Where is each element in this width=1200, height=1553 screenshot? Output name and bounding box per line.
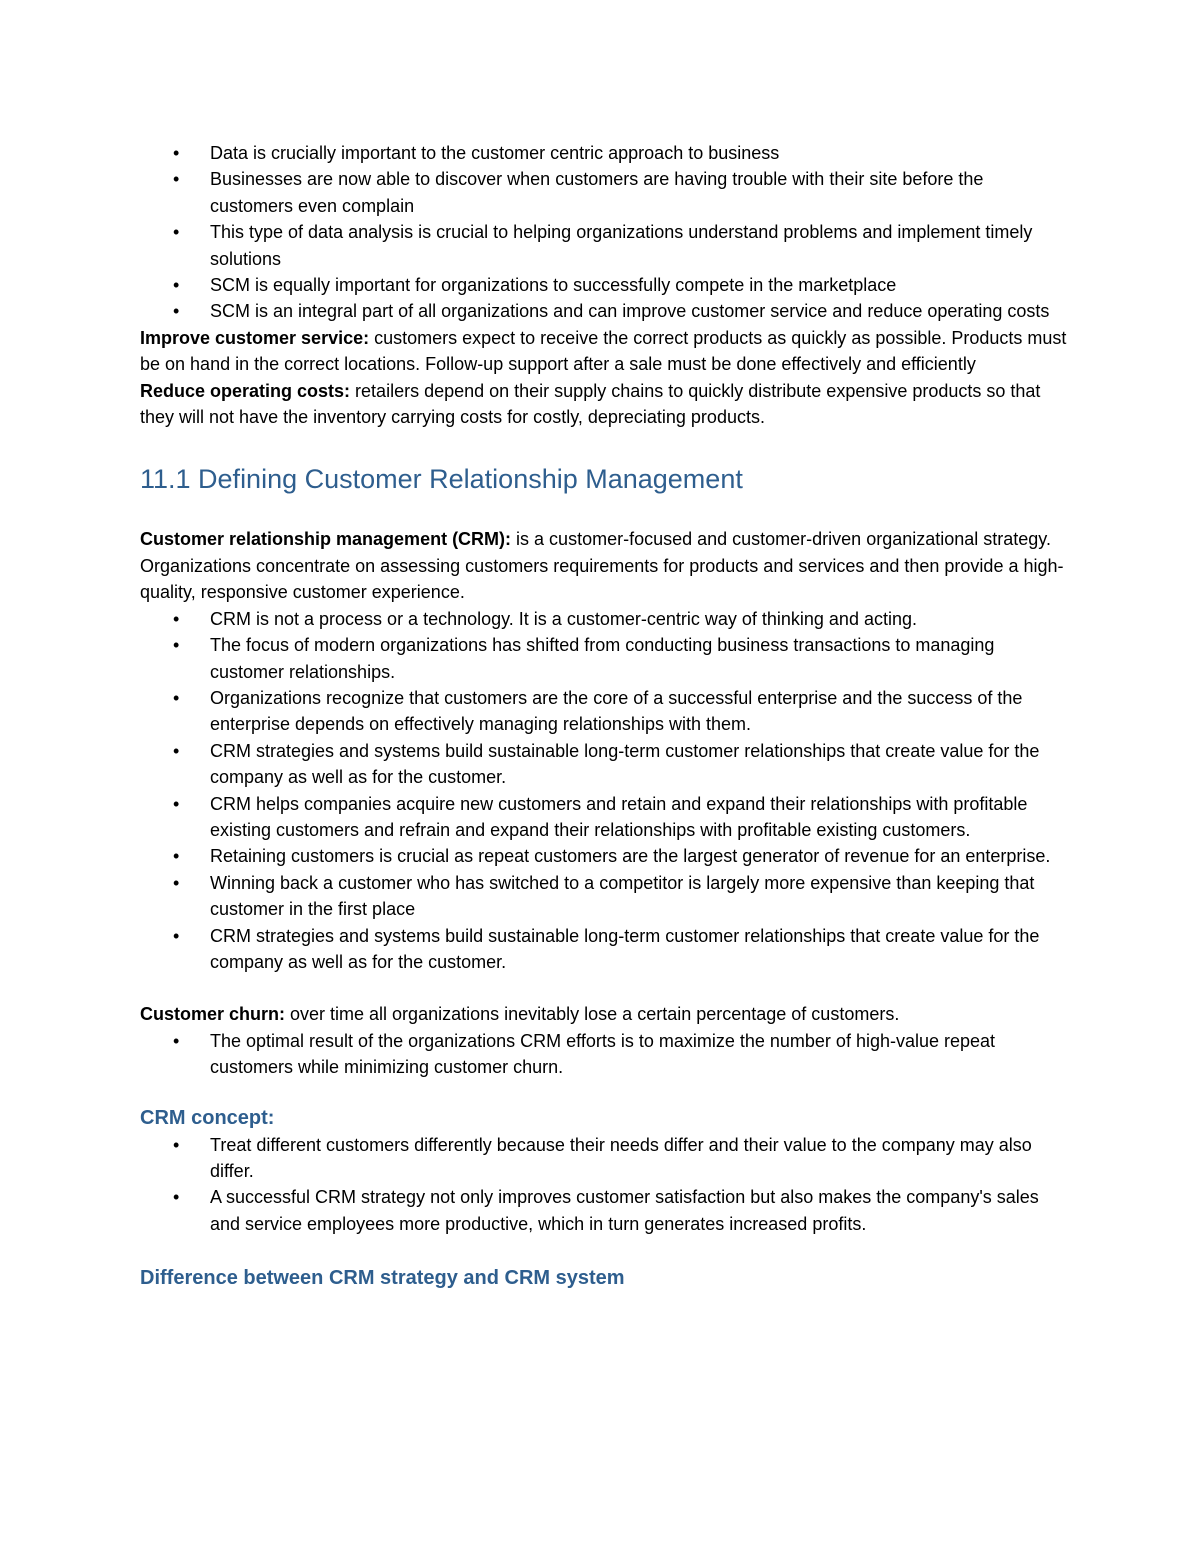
list-item: [140, 1184, 1070, 1237]
difference-heading: Difference between CRM strategy and CRM system: [140, 1267, 625, 1290]
bullet-icon: •: [173, 925, 180, 946]
bullet-icon: •: [173, 687, 180, 708]
churn-paragraph: [140, 1001, 1070, 1027]
crm-bullet-list: [140, 606, 1070, 976]
list-item-text: Businesses are now able to discover when customers are having trouble with their site before the customers even complain: [210, 169, 984, 216]
list-item-text: The optimal result of the organizations CRM efforts is to maximize the number of high-value repeat customers while minimizing customer churn.: [210, 1030, 996, 1078]
churn-bullet-list: [140, 1028, 1070, 1081]
list-item: [140, 140, 1070, 166]
bullet-icon: •: [173, 1187, 180, 1208]
bullet-icon: •: [173, 143, 180, 163]
bullet-icon: •: [173, 1030, 180, 1051]
improve-service-paragraph: [140, 325, 1070, 378]
section-heading: 11.1 Defining Customer Relationship Management: [140, 464, 743, 495]
crm-definition-term: Customer relationship management (CRM):: [140, 529, 512, 550]
list-item-text: Data is crucially important to the customer centric approach to business: [210, 143, 780, 163]
churn-term: Customer churn:: [140, 1004, 286, 1025]
bullet-icon: •: [173, 222, 180, 243]
reduce-costs-term: Reduce operating costs:: [140, 380, 351, 401]
bullet-icon: •: [173, 301, 180, 322]
list-item-text: CRM helps companies acquire new customers and retain and expand their relationships with profitable existing customers and refrain and expand their relationships with profitable existing customers.: [210, 793, 1028, 840]
list-item: [140, 272, 1070, 298]
crm-definition-paragraph: [140, 526, 1070, 605]
list-item-text: A successful CRM strategy not only improves customer satisfaction but also makes the company's sales and service employees more productive, which in turn generates increased profits.: [210, 1187, 1039, 1234]
list-item: [140, 298, 1070, 324]
list-item-text: CRM is not a process or a technology. It is a customer-centric way of thinking and acting.: [210, 608, 917, 629]
concept-bullet-list: [140, 1132, 1070, 1238]
spacer: [140, 1237, 1070, 1265]
list-item: [140, 219, 1070, 272]
bullet-icon: •: [173, 793, 180, 814]
list-item: [140, 843, 1070, 869]
bullet-icon: •: [173, 169, 180, 190]
bullet-icon: •: [173, 275, 180, 296]
list-item-text: Retaining customers is crucial as repeat customers are the largest generator of revenue for an enterprise.: [210, 846, 1051, 867]
list-item-text: This type of data analysis is crucial to helping organizations understand problems and implement timely solutions: [210, 222, 1033, 269]
list-item: [140, 632, 1070, 685]
improve-service-term: Improve customer service:: [140, 327, 370, 348]
list-item: [140, 923, 1070, 976]
list-item-text: SCM is an integral part of all organizations and can improve customer service and reduce operating costs: [210, 301, 1050, 322]
bullet-icon: •: [173, 872, 180, 893]
list-item: [140, 791, 1070, 844]
list-item: [140, 1132, 1070, 1185]
list-item-text: CRM strategies and systems build sustainable long-term customer relationships that create value for the company as well as for the customer.: [210, 740, 1040, 788]
intro-bullet-list: [140, 140, 1070, 325]
bullet-icon: •: [173, 740, 180, 761]
list-item-text: Organizations recognize that customers are the core of a successful enterprise and the success of the enterprise depends on effectively managing relationships with them.: [210, 687, 1023, 735]
list-item: [140, 606, 1070, 632]
list-item: [140, 166, 1070, 219]
list-item-text: SCM is equally important for organizations to successfully compete in the marketplace: [210, 275, 897, 296]
spacer: [140, 1081, 1070, 1105]
document-body: [140, 140, 1070, 1292]
list-item-text: Treat different customers differently because their needs differ and their value to the company may also differ.: [210, 1134, 1032, 1181]
bullet-icon: •: [173, 608, 180, 629]
crm-concept-heading: CRM concept:: [140, 1106, 275, 1129]
list-item: [140, 1028, 1070, 1081]
list-item: [140, 738, 1070, 791]
reduce-costs-paragraph: [140, 378, 1070, 431]
bullet-icon: •: [173, 635, 180, 656]
list-item: [140, 870, 1070, 923]
list-item: [140, 685, 1070, 738]
list-item-text: The focus of modern organizations has shifted from conducting business transactions to managing customer relationships.: [210, 635, 995, 682]
list-item-text: Winning back a customer who has switched to a competitor is largely more expensive than keeping that customer in the first place: [210, 872, 1035, 920]
crm-definition-text: is a customer-focused and customer-driven organizational strategy. Organizations concentrate on assessing customers requirements for products and services and then provide a high-quality, responsive customer experience.: [140, 529, 1064, 603]
improve-service-text: customers expect to receive the correct products as quickly as possible. Products must be on hand in the correct locations. Follow-up support after a sale must be done effectively and efficiently: [140, 327, 1067, 375]
bullet-icon: •: [173, 1134, 180, 1155]
list-item-text: CRM strategies and systems build sustainable long-term customer relationships that create value for the company as well as for the customer.: [210, 925, 1040, 972]
spacer: [140, 975, 1070, 1001]
churn-text: over time all organizations inevitably lose a certain percentage of customers.: [285, 1004, 900, 1025]
bullet-icon: •: [173, 846, 180, 867]
reduce-costs-text: retailers depend on their supply chains to quickly distribute expensive products so that they will not have the inventory carrying costs for costly, depreciating products.: [140, 380, 1041, 428]
